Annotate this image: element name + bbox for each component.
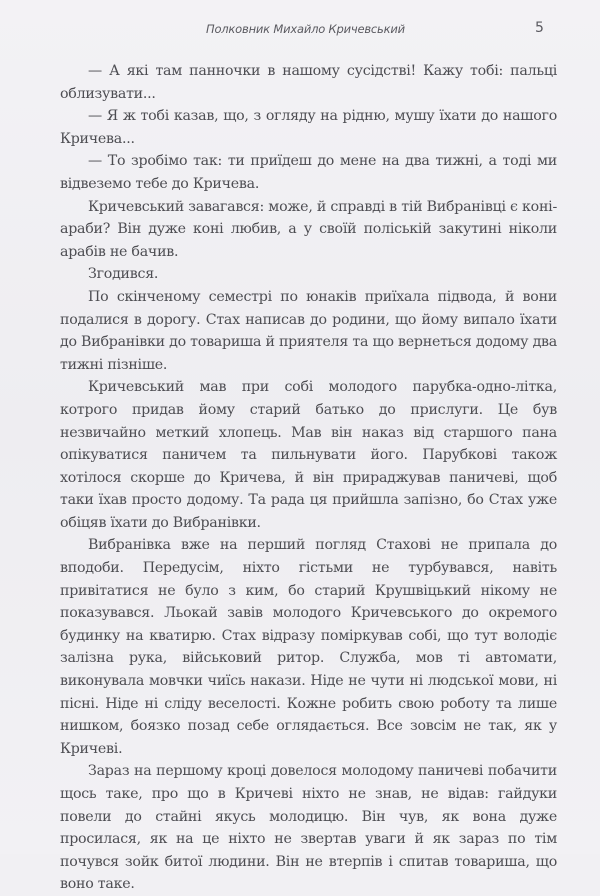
paragraph: Кричевський завагався: може, й справді в тій Вибранівці є коні-араби? Він дуже коні любив, а у своїй поліській закутині ніколи арабів не бачив. (60, 198, 557, 260)
paragraph: — Я ж тобі казав, що, з огляду на рідню, мушу їхати до нашого Кричева... (60, 108, 557, 147)
paragraph: — А які там панночки в нашому сусідстві! Кажу тобі: пальці облизувати... (60, 63, 557, 102)
paragraph: Вибранівка вже на перший погляд Стахові не припала до вподоби. Передусім, ніхто гістьми не турбувався, навіть привітатися не було з ким, бо старий Крушвіцький нікому не показувався. Льокай завів молодого Кричевського до окремого будинку на кватирю. Стах відразу поміркував собі, що тут володіє залізна рука, військовий ритор. Служба, мов ті автомати, виконувала мовчки чиїсь накази. Ніде не чути ні людської мови, ні пісні. Ніде ні сліду веселості. Кожне робить свою роботу та лише нишком, боязко позад себе оглядається. Все зовсім не так, як у Кричеві. (60, 537, 557, 757)
running-title: Полковник Михайло Кричевський (206, 22, 405, 36)
paragraph: По скінченому семестрі по юнаків приїхала підвода, й вони подалися в дорогу. Стах написав до родини, що йому випало їхати до Вибранівки до товариша й приятеля та що вернеться додому два тижні пізніше. (60, 288, 557, 373)
page-number: 5 (535, 20, 544, 36)
paragraph: Згодився. (88, 266, 159, 283)
paragraph: Зараз на першому кроці довелося молодому паничеві побачити щось таке, про що в Кричеві ніхто не знав, не відав: гайдуки повели до стайні якусь молодицю. Він чув, як вона дуже просилася, як на це ніхто не звертав уваги й як зараз по тім почувся зойк битої людини. Він не втерпів і спитав товариша, що воно таке. (60, 763, 557, 893)
paragraph: — То зробімо так: ти приїдеш до мене на два тижні, а тоді ми відвеземо тебе до Кричева. (60, 153, 557, 192)
running-head (0, 22, 600, 44)
body-text (60, 60, 557, 896)
paragraph: Кричевський мав при собі молодого парубка-одно-літка, котрого придав йому старий батько до прислуги. Це був незвичайно меткий хлопець. Мав він наказ від старшого пана опікуватися паничем та пильнувати його. Парубкові також хотілося скорше до Кричева, й він прираджував паничеві, щоб таки їхав просто додому. Та рада ця прийшла запізно, бо Стах уже обіцяв їхати до Вибранівки. (60, 379, 557, 531)
